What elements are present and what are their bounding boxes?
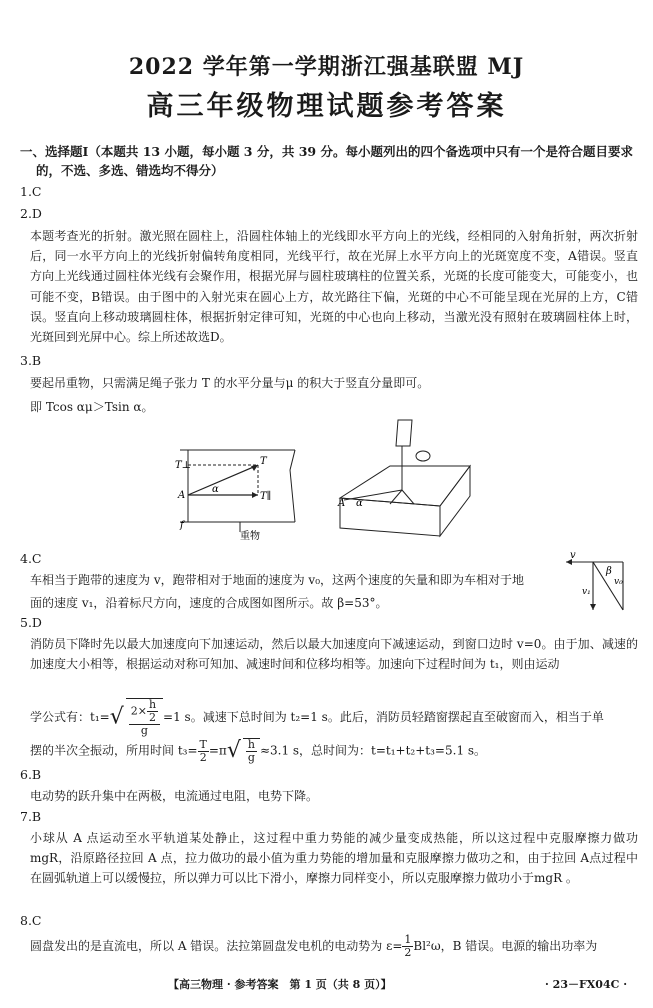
answer-5-formula-line1 [30, 698, 638, 737]
section-heading-line2: 的，不选、多选、错选均不得分） [36, 163, 224, 178]
label-T-perp: T⊥ [175, 460, 192, 471]
answer-3-number: 3.B [20, 353, 42, 368]
formula2-T: T [199, 737, 207, 751]
label-v0: v₀ [614, 577, 623, 587]
block-diagram-right [330, 418, 480, 543]
answer-3-formula: 即 Tcos αμ＞Tsin α。 [30, 400, 154, 414]
label-f: f [180, 520, 184, 531]
formula2-two: 2 [199, 750, 207, 764]
answer-6-explanation: 电动势的跃升集中在两极，电流通过电阻，电势下降。 [30, 789, 319, 803]
footer-code: · 23－FX04C · [545, 978, 628, 991]
answer-8-number: 8.C [20, 913, 42, 928]
answer-1-number: 1.C [20, 184, 42, 199]
formula1-suffix: =1 s。减速下总时间为 t₂=1 s。此后，消防员轻踏窗摆起直至破窗而入，相当于单 [163, 710, 604, 724]
formula2-hg [246, 739, 257, 764]
formula2-frac [198, 739, 209, 764]
answer-8-text-pre: 圆盘发出的是直流电，所以 A 错误。法拉第圆盘发电机的电动势为 ε= [30, 939, 403, 953]
footer-page-info: 【高三物理 · 参考答案 第 1 页（共 8 页）】 [168, 978, 392, 991]
label-A-right: A [338, 498, 346, 509]
section-heading [20, 142, 638, 180]
formula1-inner-frac [147, 699, 158, 724]
label-v1: v₁ [582, 587, 591, 597]
page-title: 2022 学年第一学期浙江强基联盟 MJ [128, 54, 525, 80]
formula1-g: g [140, 724, 148, 737]
velocity-diagram [558, 548, 638, 620]
radical-sign: √ [109, 704, 124, 730]
formula1-num-text: 2× [130, 704, 147, 718]
formula1-h: h [148, 698, 157, 711]
label-T: T [260, 456, 267, 467]
formula2-g: g [247, 751, 255, 764]
answer-4-number: 4.C [20, 551, 42, 566]
formula1-two: 2 [149, 711, 156, 724]
formula2-prefix: 摆的半次全振动，所用时间 t₃= [30, 743, 198, 758]
section-heading-line1: 一、选择题Ⅰ（本题共 13 小题，每小题 3 分，共 39 分。每小题列出的四个备选项中只有一个是符合题目要求 [20, 144, 633, 159]
label-alpha: α [212, 484, 219, 495]
answer-5-explanation: 消防员下降时先以最大加速度向下加速运动，然后以最大加速度向下减速运动，到窗口边时 v=0。由于加、减速的加速度大小相等，根据运动对称可知加、减速时间和位移均相等。加速向下过程时间为 t₁，则由运动 [30, 637, 638, 672]
label-beta: β [606, 566, 612, 577]
formula1-num [129, 699, 160, 725]
formula2-sqrt [243, 738, 260, 764]
formula1-prefix: 学公式有：t₁= [30, 710, 110, 724]
answer-5-number: 5.D [20, 615, 42, 630]
answer-8-frac-num: 1 [404, 933, 412, 946]
formula2-suffix: ≈3.1 s，总时间为：t=t₁+t₂+t₃=5.1 s。 [259, 743, 487, 758]
page-subtitle: 高三年级物理试题参考答案 [146, 91, 507, 122]
formula1-frac [129, 699, 160, 737]
answer-5-formula-line2 [30, 738, 638, 764]
answer-4-line1: 车相当于跑带的速度为 v，跑带相对于地面的速度为 v₀，这两个速度的矢量和即为车相对于地 [30, 573, 525, 587]
label-A: A [178, 490, 186, 501]
answer-2-number: 2.D [20, 206, 42, 221]
answer-2-explanation: 本题考查光的折射。激光照在圆柱上，沿圆柱体轴上的光线即水平方向上的光线，经相同的入射角折射，两次折射后，同一水平方向上的光线折射偏转角度相同，光线平行，故在光屏上水平方向上的光斑宽度不变，A错误。竖直方向上光线通过圆柱体光线有会聚作用，根据光屏与圆柱玻璃柱的位置关系，光斑的长度可能变大，可能变小，也可能不变，B错误。由于图中的入射光束在圆心上方，故光路往下偏，光斑的中心不可能呈现在光屏的上方，C错误。竖直向上移动玻璃圆柱体，根据折射定律可知，光斑的中心也向上移动，当激光没有照射在玻璃圆柱体上时，光斑回到光屏中心。综上所述故选D。 [30, 229, 638, 345]
label-T-parallel: T∥ [260, 491, 272, 502]
label-weight: 重物 [240, 531, 260, 540]
answer-8-text-post: Bl²ω，B 错误。电源的输出功率为 [413, 939, 598, 953]
answer-3-explanation: 要起吊重物，只需满足绳子张力 T 的水平分量与μ 的积大于竖直分量即可。 [30, 376, 430, 390]
answer-8-frac-den: 2 [404, 946, 412, 959]
answer-8-frac [402, 934, 413, 959]
answer-7-number: 7.B [20, 809, 42, 824]
answer-6-number: 6.B [20, 767, 42, 782]
force-diagram-left [170, 440, 305, 540]
answer-7-explanation: 小球从 A 点运动至水平轨道某处静止，这过程中重力势能的减少量变成热能，所以这过程中克服摩擦力做功 mgR，沿原路径拉回 A 点，拉力做功的最小值为重力势能的增加量和克服摩擦力做功之和，由于拉回 A点过程中在圆弧轨道上可以缓慢拉，所以弹力可以比下滑小，摩擦力同样变小，所以克服摩擦力做功小于mgR 。 [30, 831, 638, 886]
formula2-pi: =π [208, 743, 227, 758]
label-alpha-right: α [356, 498, 363, 509]
formula2-h: h [247, 738, 255, 751]
formula1-sqrt [126, 698, 163, 737]
answer-4-line2: 面的速度 v₁，沿着标尺方向，速度的合成图如图所示。故 β=53°。 [30, 596, 388, 610]
label-v: v [570, 550, 576, 561]
answer-8-explanation [30, 934, 638, 959]
radical-sign-2: √ [226, 738, 241, 763]
